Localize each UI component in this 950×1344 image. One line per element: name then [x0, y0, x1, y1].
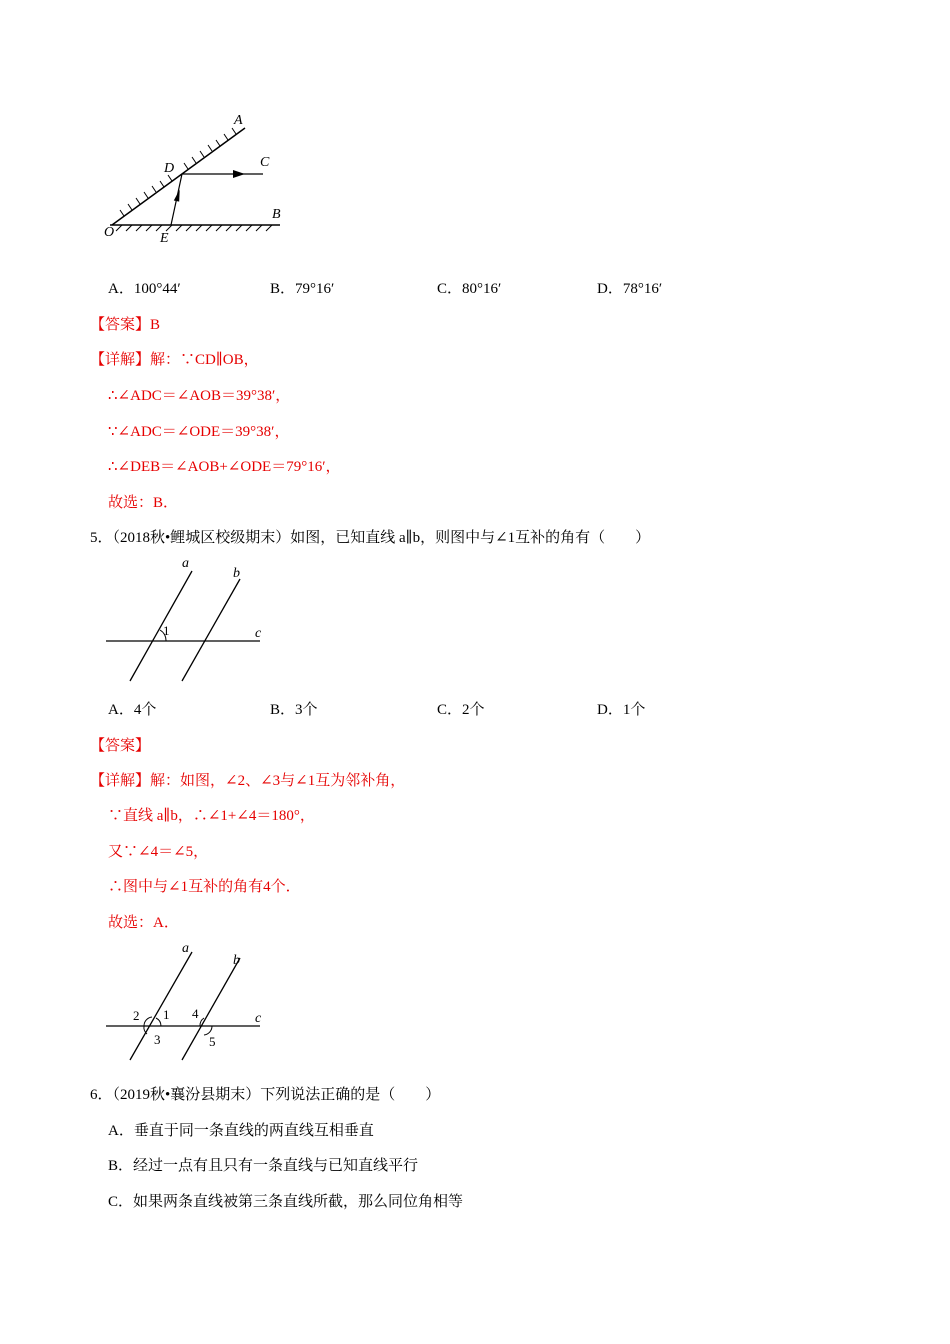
q4-option-b[interactable]: B．79°16′	[270, 281, 335, 297]
q5-detail-line-3: 又∵∠4＝∠5，	[108, 844, 209, 860]
q4-answer	[90, 315, 160, 335]
q6-option-c[interactable]: C．如果两条直线被第三条直线所截，那么同位角相等	[108, 1194, 464, 1210]
label-angle-3: 3	[154, 1032, 161, 1047]
q5-detail-line-4: ∴图中与∠1互补的角有4个．	[108, 879, 301, 895]
q4-option-a[interactable]: A．100°44′	[108, 281, 181, 297]
label-line-a-2: a	[182, 941, 189, 956]
q4-answer-value: B	[150, 317, 161, 333]
q5-stem: 5．（2018秋•鲤城区校级期末）如图，已知直线 a∥b，则图中与∠1互补的角有（ ）	[90, 530, 651, 546]
q5-option-c[interactable]: C．2个	[437, 702, 485, 718]
parallel-lines-figure	[100, 555, 280, 685]
q5-detail-line-1	[90, 771, 405, 791]
q4-detail-line-4: ∴∠DEB＝∠AOB+∠ODE＝79°16′，	[108, 459, 341, 475]
label-o: O	[104, 225, 115, 240]
q6-stem: 6．（2019秋•襄汾县期末）下列说法正确的是（ ）	[90, 1087, 441, 1103]
parallel-lines-labeled-figure	[100, 940, 280, 1070]
q4-detail-line-1	[90, 350, 259, 370]
q4-detail-text-1: 解：∵CD∥OB，	[150, 352, 259, 368]
label-angle-2: 2	[133, 1008, 140, 1023]
reflection-figure	[100, 108, 300, 248]
q5-detail-line-2: ∵直线 a∥b，∴∠1+∠4＝180°，	[108, 808, 315, 824]
q4-detail-tag: 【详解】	[90, 352, 151, 368]
label-angle-1: 1	[163, 623, 170, 638]
label-line-b-2: b	[233, 953, 240, 968]
q5-option-b[interactable]: B．3个	[270, 702, 318, 718]
q5-option-d[interactable]: D．1个	[597, 702, 646, 718]
q6-option-b[interactable]: B．经过一点有且只有一条直线与已知直线平行	[108, 1158, 419, 1174]
label-e: E	[160, 231, 169, 246]
label-angle-1b: 1	[163, 1007, 170, 1022]
label-angle-4: 4	[192, 1006, 199, 1021]
label-a: A	[234, 113, 243, 128]
q4-detail-line-2: ∴∠ADC＝∠AOB＝39°38′，	[108, 388, 291, 404]
q6-option-a[interactable]: A．垂直于同一条直线的两直线互相垂直	[108, 1123, 374, 1139]
label-angle-5: 5	[209, 1034, 216, 1049]
label-d: D	[164, 161, 175, 176]
q4-option-c[interactable]: C．80°16′	[437, 281, 502, 297]
label-line-b: b	[233, 566, 240, 581]
q5-detail-text-1: 解：如图，∠2、∠3与∠1互为邻补角，	[150, 773, 406, 789]
label-line-c-2: c	[255, 1011, 262, 1026]
label-line-a: a	[182, 556, 189, 571]
q5-detail-tag: 【详解】	[90, 773, 151, 789]
label-b: B	[272, 207, 281, 222]
q5-answer: 【答案】	[90, 738, 151, 754]
label-line-c: c	[255, 626, 262, 641]
q4-detail-line-5: 故选：B．	[108, 495, 179, 511]
q4-detail-line-3: ∵∠ADC＝∠ODE＝39°38′，	[108, 424, 290, 440]
label-c: C	[260, 155, 270, 170]
q5-detail-line-5: 故选：A．	[108, 915, 179, 931]
q5-option-a[interactable]: A．4个	[108, 702, 157, 718]
q4-option-d[interactable]: D．78°16′	[597, 281, 663, 297]
q4-answer-tag: 【答案】	[90, 317, 151, 333]
